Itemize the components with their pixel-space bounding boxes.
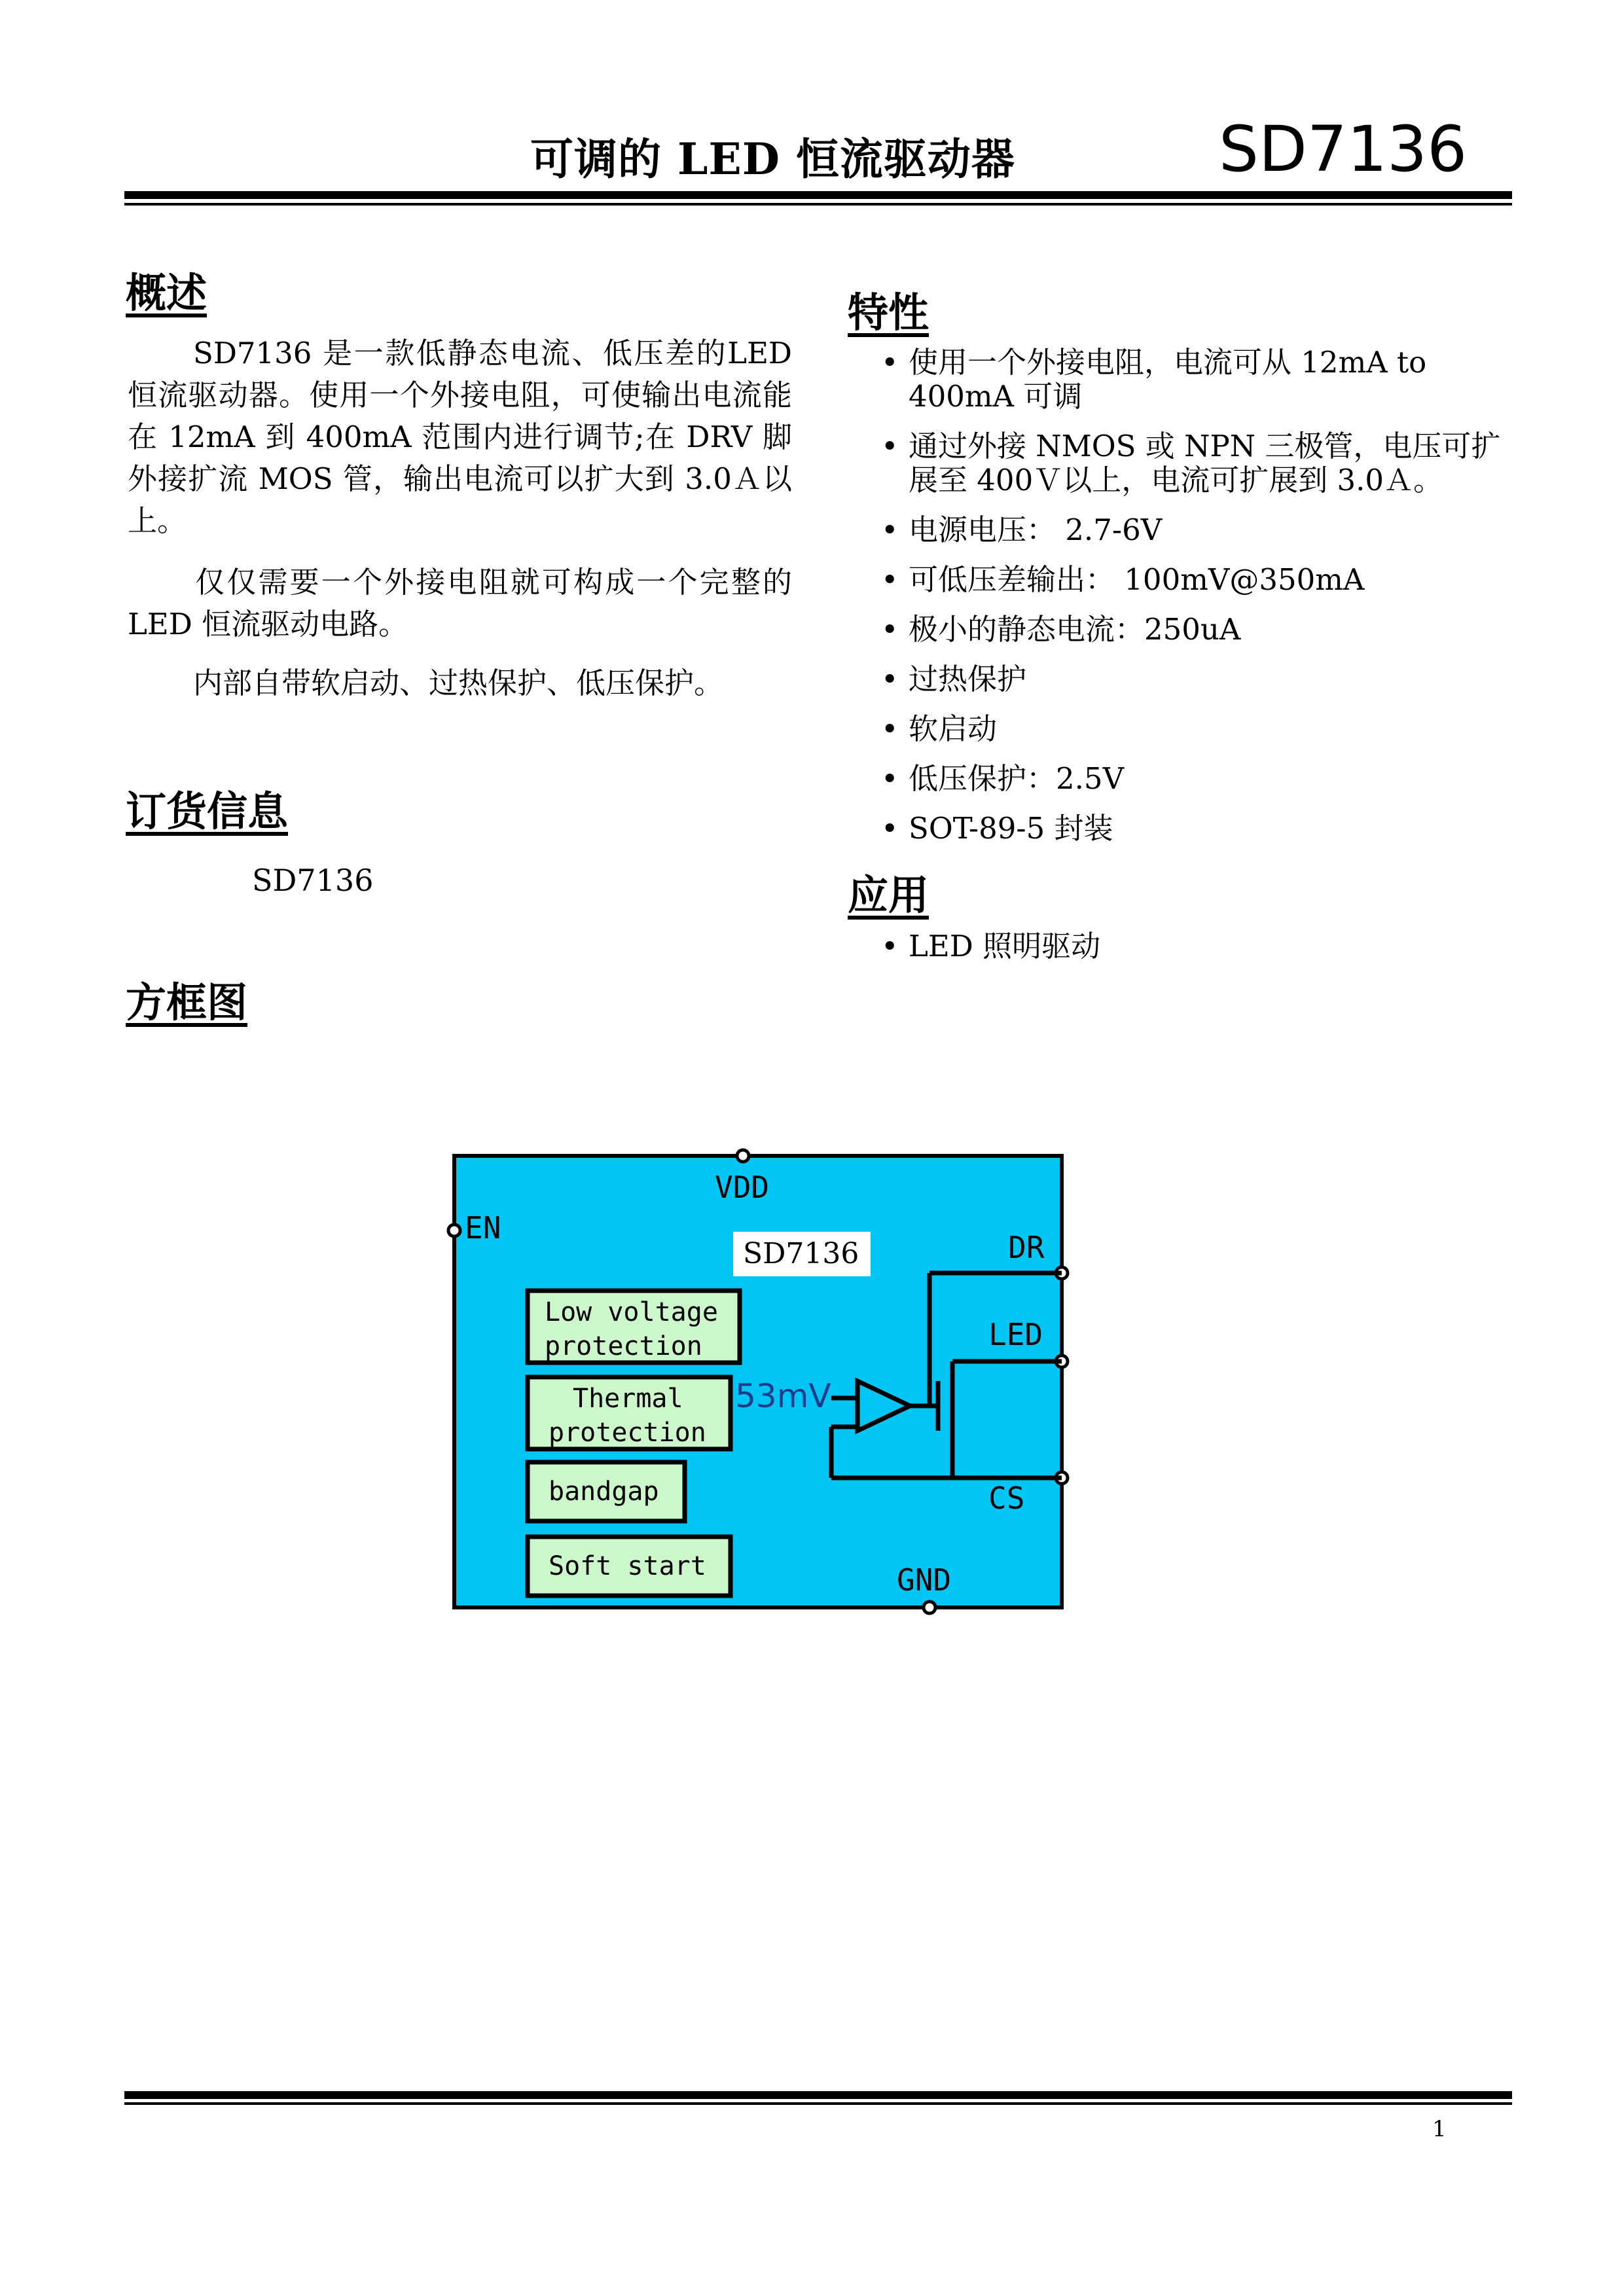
reference-voltage-label: 53mV <box>735 1377 831 1415</box>
part-number: SD7136 <box>1219 113 1468 186</box>
block-soft-start <box>528 1537 731 1596</box>
feature-item: • 低压保护：2.5V <box>877 762 1519 796</box>
overview-paragraph-2: 仅仅需要一个外接电阻就可构成一个完整的 LED 恒流驱动电路。 <box>128 565 792 641</box>
svg-text:Thermal: Thermal <box>573 1384 683 1414</box>
ordering-part-number: SD7136 <box>252 863 374 898</box>
block-diagram <box>432 1139 1087 1636</box>
overview-heading: 概述 <box>126 269 208 317</box>
pin-vdd-terminal <box>737 1150 749 1162</box>
pin-gnd-label: GND <box>897 1562 952 1598</box>
footer-rule-thick <box>124 2091 1512 2099</box>
svg-text:Soft start: Soft start <box>549 1551 706 1581</box>
pin-gnd-terminal <box>924 1602 935 1613</box>
applications-list <box>877 929 1519 979</box>
svg-text:bandgap: bandgap <box>549 1477 659 1507</box>
feature-item: • SOT-89-5 封装 <box>877 812 1519 846</box>
pin-en-terminal <box>448 1225 460 1236</box>
document-title: 可调的 LED 恒流驱动器 <box>530 134 1015 185</box>
svg-text:Low voltage: Low voltage <box>545 1297 718 1327</box>
overview-paragraph-1: SD7136 是一款低静态电流、低压差的LED 恒流驱动器。使用一个外接电阻，可使输出电流能在 12mA 到 400mA 范围内进行调节;在 DRV 脚外接扩流 MOS 管，输出电流可以扩大到 3.0Ａ以上。 <box>128 336 792 538</box>
header-rule-thin <box>124 203 1512 206</box>
pin-led-label: LED <box>988 1317 1043 1352</box>
page-number: 1 <box>1432 2116 1447 2142</box>
pin-en-label: EN <box>465 1210 501 1246</box>
feature-item: • 通过外接 NMOS 或 NPN 三极管，电压可扩展至 400Ｖ以上，电流可扩展到 3.0Ａ。 <box>877 429 1519 497</box>
footer-rule-thin <box>124 2102 1512 2105</box>
overview-paragraph-3: 内部自带软启动、过热保护、低压保护。 <box>193 666 724 700</box>
feature-item: • 过热保护 <box>877 662 1519 696</box>
application-item: • LED 照明驱动 <box>877 929 1519 963</box>
header-rule-thick <box>124 191 1512 199</box>
block-low-voltage-protection <box>528 1291 740 1363</box>
pin-dr-label: DR <box>1008 1230 1045 1265</box>
ordering-heading: 订货信息 <box>126 787 289 835</box>
feature-item: • 使用一个外接电阻，电流可从 12mA to 400mA 可调 <box>877 346 1519 414</box>
feature-item: • 软启动 <box>877 712 1519 746</box>
svg-text:protection: protection <box>545 1331 702 1361</box>
feature-item: • 可低压差输出： 100mV@350mA <box>877 563 1519 597</box>
chip-label: SD7136 <box>743 1237 859 1270</box>
svg-text:protection: protection <box>549 1418 706 1448</box>
pin-cs-label: CS <box>988 1480 1025 1516</box>
applications-heading: 应用 <box>848 871 929 919</box>
feature-item: • 电源电压： 2.7-6V <box>877 513 1519 547</box>
block-thermal-protection <box>528 1377 731 1449</box>
pin-vdd-label: VDD <box>715 1170 770 1205</box>
block-diagram-heading: 方框图 <box>126 978 248 1026</box>
block-bandgap <box>528 1462 685 1521</box>
feature-item: • 极小的静态电流：250uA <box>877 613 1519 647</box>
features-heading: 特性 <box>848 289 929 336</box>
features-list <box>877 346 1519 861</box>
